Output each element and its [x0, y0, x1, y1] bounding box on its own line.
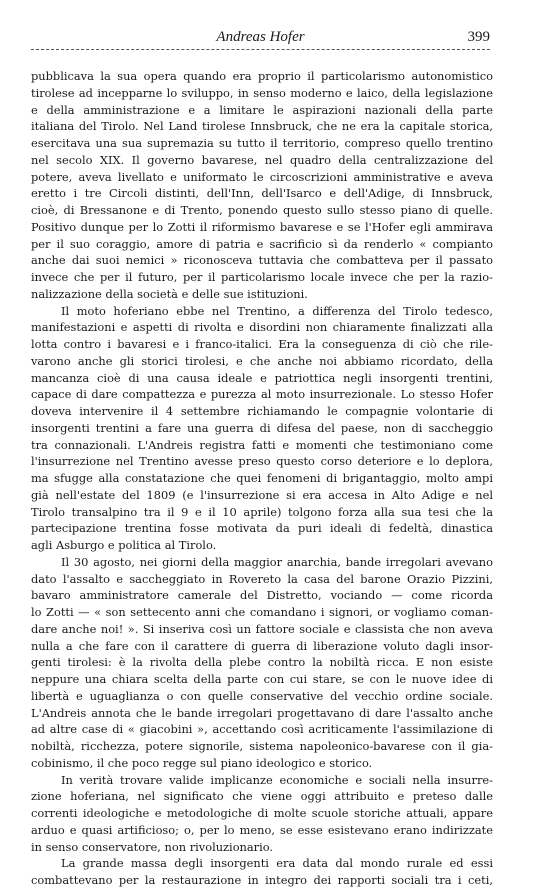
text-line: ma sfugge alla constatazione che quei fenomeni di brigantaggio, molto ampi — [31, 471, 493, 485]
text-line: Il moto hoferiano ebbe nel Trentino, a differenza del Tirolo tedesco, — [61, 303, 493, 318]
text-line: ad altre case di « giacobini », accettando così acriticamente l'assimilazione di — [31, 722, 493, 737]
text-line: genti tirolesi: è la rivolta della plebe contro la nobiltà ricca. E non esiste — [31, 655, 493, 670]
text-line: Tirolo transalpino tra il 9 e il 10 aprile) tolgono forza alla sua tesi che la — [31, 504, 493, 519]
text-line: dato l'assalto e saccheggiato in Rovereto la casa del barone Orazio Pizzini, — [31, 571, 493, 586]
running-title: Andreas Hofer — [216, 29, 305, 45]
header-rule — [31, 49, 490, 50]
text-line: capace di dare compattezza e purezza al moto insurrezionale. Lo stesso Hofer — [31, 387, 493, 402]
text-line: nalizzazione della società e delle sue istituzioni. — [31, 286, 308, 301]
text-line: La grande massa degli insorgenti era data dal mondo rurale ed essi — [61, 856, 493, 871]
text-line: zione hoferiana, nel significato che viene oggi attribuito e preteso dalle — [31, 789, 493, 804]
text-line: manifestazioni e aspetti di rivolta e disordini non chiaramente finalizzati alla — [31, 320, 493, 335]
text-line: neppure una chiara scelta della parte con cui stare, se con le nuove idee di — [31, 672, 493, 686]
paragraph — [31, 68, 493, 303]
text-line: nulla a che fare con il carattere di guerra di liberazione voluto dagli insor- — [31, 638, 493, 653]
text-line: In verità trovare valide implicanze economiche e sociali nella insurre- — [61, 772, 493, 787]
text-line: agli Asburgo e politica al Tirolo. — [31, 538, 217, 552]
page-body — [31, 68, 493, 889]
text-line: tra connazionali. L'Andreis registra fatti e momenti che testimoniano come — [31, 437, 493, 452]
text-line: pubblicava la sua opera quando era proprio il particolarismo autonomistico — [31, 69, 493, 83]
text-line: e della amministrazione e a limitare le aspirazioni nazionali della parte — [31, 102, 493, 117]
text-line: partecipazione trentina fosse motivata da puri ideali di fedeltà, dinastica — [31, 521, 493, 536]
text-line: tirolese ad incepparne lo sviluppo, in senso moderno e laico, della legislazione — [31, 85, 493, 100]
text-line: insorgenti trentini a fare una guerra di difesa del paese, non di saccheggio — [31, 420, 493, 435]
text-line: invece che per il futuro, per il particolarismo locale invece che per la razio- — [31, 270, 493, 284]
text-line: cobinismo, il che poco regge sul piano ideologico e storico. — [31, 755, 373, 770]
text-line: combattevano per la restaurazione in integro dei rapporti sociali tra i ceti, — [31, 873, 493, 887]
text-line: potere, aveva livellato e uniformato le circoscrizioni amministrative e aveva — [31, 169, 493, 184]
text-line: in senso conservatore, non rivoluzionario. — [31, 839, 274, 854]
text-line: arduo e quasi artificioso; o, per lo meno, se esse esistevano erano indirizzate — [31, 822, 493, 837]
text-line: varono anche gli storici tirolesi, e che anche noi abbiamo ricordato, della — [31, 353, 493, 368]
text-line: lo Zotti — « son settecento anni che comandano i signori, or vogliamo coman- — [31, 605, 493, 619]
text-line: doveva intervenire il 4 settembre richiamando le compagnie volontarie di — [31, 404, 493, 418]
text-line: eretto i tre Circoli distinti, dell'Inn, dell'Isarco e dell'Adige, di Innsbruck, — [31, 186, 493, 201]
text-line: dare anche noi! ». Si inseriva così un fattore sociale e classista che non aveva — [31, 621, 493, 636]
text-line: Il 30 agosto, nei giorni della maggior anarchia, bande irregolari avevano — [61, 554, 493, 569]
paragraph — [31, 772, 493, 856]
text-line: esercitava una sua supremazia su tutto il territorio, compreso quello trentino — [31, 136, 493, 150]
text-line: già nell'estate del 1809 (e l'insurrezione si era accesa in Alto Adige e nel — [31, 487, 493, 502]
text-line: Positivo dunque per lo Zotti il riformismo bavarese e se l'Hofer egli ammirava — [31, 219, 493, 234]
paragraph — [31, 855, 493, 889]
text-line: nobiltà, ricchezza, potere signorile, sistema napoleonico-bavarese con il gia- — [31, 739, 493, 753]
text-line: anche dai suoi nemici » riconosceva tuttavia che combatteva per il passato — [31, 253, 493, 268]
text-line: per il suo coraggio, amore di patria e sacrificio sì da renderlo « compianto — [31, 236, 493, 251]
text-line: cioè, di Bressanone e di Trento, ponendo questo sullo stesso piano di quelle. — [31, 203, 493, 217]
text-line: libertà e uguaglianza o con quelle conservative del vecchio ordine sociale. — [31, 688, 493, 703]
page-number: 399 — [467, 29, 490, 45]
text-line: nel secolo XIX. Il governo bavarese, nel quadro della centralizzazione del — [31, 152, 493, 167]
paragraph — [31, 303, 493, 554]
text-line: lotta contro i bavaresi e i franco-italici. Era la conseguenza di ciò che rile- — [31, 337, 493, 351]
text-line: bavaro amministratore camerale del Distretto, vociando — come ricorda — [31, 588, 493, 603]
text-line: L'Andreis annota che le bande irregolari progettavano di dare l'assalto anche — [31, 705, 493, 720]
text-line: l'insurrezione nel Trentino avesse preso questo corso deteriore e lo deplora, — [31, 454, 493, 469]
text-line: correnti ideologiche e metodologiche di molte scuole storiche attuali, appare — [31, 806, 493, 820]
running-header — [31, 27, 490, 49]
paragraph — [31, 554, 493, 772]
text-line: italiana del Tirolo. Nel Land tirolese Innsbruck, che ne era la capitale storica, — [31, 119, 493, 134]
text-line: mancanza cioè di una causa ideale e patriottica negli insorgenti trentini, — [31, 370, 493, 385]
